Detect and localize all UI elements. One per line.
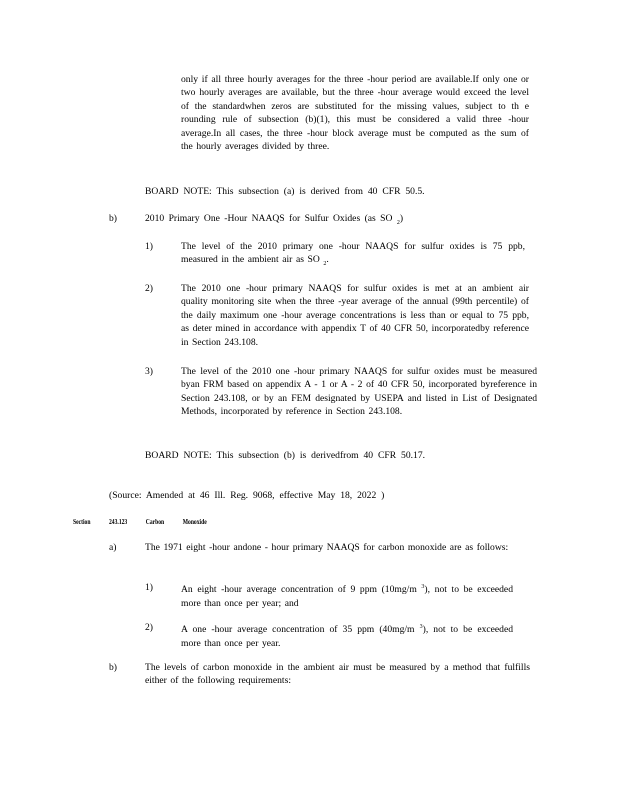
co-item-a2-end: ), not to be exceeded more than once per year. bbox=[181, 624, 513, 649]
co-item-a1-body: An eight -hour average concentration of 9 ppm (10mg/m bbox=[181, 584, 417, 596]
source-note: (Source: Amended at 46 Ill. Reg. 9068, effective May 18, 2022 ) bbox=[109, 490, 385, 501]
board-note-a: BOARD NOTE: This subsection (a) is derived from 40 CFR 50.5. bbox=[145, 186, 425, 197]
item-b3-label: 3) bbox=[145, 366, 153, 377]
subsection-a-continuation: only if all three hourly averages for the three -hour period are available.If only one or two hourly averages are available, but the three -hour average would exceed the level of the standardwhen zeros are substituted for the missing values, subject to th e rounding rule of subsection (b)(1), this must be considered a valid three -hour average.In all cases, the three -hour block average must be computed as the sum of the hourly averages divided by three. bbox=[181, 74, 529, 153]
board-note-b: BOARD NOTE: This subsection (b) is derivedfrom 40 CFR 50.17. bbox=[145, 450, 426, 461]
co-subsection-b-text: The levels of carbon monoxide in the ambient air must be measured by a method that fulfills either of the following requirements: bbox=[145, 662, 530, 687]
subsection-b-heading-subscript: 2 bbox=[396, 219, 400, 226]
item-b1-body: The level of the 2010 primary one -hour NAAQS for sulfur oxides is 75 ppb, measured in the ambient air as SO bbox=[181, 241, 525, 266]
co-item-a2-text bbox=[181, 621, 513, 650]
co-item-a1-text bbox=[181, 581, 513, 610]
co-item-a1-end: ), not to be exceeded more than once per year; and bbox=[181, 584, 513, 609]
co-item-a1-superscript: 3 bbox=[421, 584, 425, 590]
co-item-a1-label: 1) bbox=[145, 582, 153, 593]
co-subsection-a-text: The 1971 eight -hour andone - hour primary NAAQS for carbon monoxide are as follows: bbox=[145, 542, 509, 553]
subsection-b-heading-close: ) bbox=[399, 213, 404, 224]
item-b2-label: 2) bbox=[145, 283, 153, 294]
subsection-b-heading bbox=[145, 212, 403, 230]
co-item-a2-superscript: 3 bbox=[419, 624, 423, 630]
co-subsection-b-label: b) bbox=[109, 662, 117, 673]
item-b2-text: The 2010 one -hour primary NAAQS for sulfur oxides is met at an ambient air quality monitoring site when the three -year average of the annual (99th percentile) of the daily maximum one -hour average concentrations is less than or equal to 75 ppb, as deter mined in accordance with appendix T of 40 CFR 50, incorporatedby reference in Section 243.108. bbox=[181, 283, 529, 348]
item-b3-text: The level of the 2010 one -hour primary NAAQS for sulfur oxides must be measured byan FRM based on appendix A - 1 or A - 2 of 40 CFR 50, incorporated byreference in Section 243.108, or by an FEM designated by USEPA and listed in List of Designated Methods, incorporated by reference in Section 243.108. bbox=[181, 366, 537, 418]
item-b1-text bbox=[181, 240, 525, 272]
subsection-b-label: b) bbox=[109, 213, 117, 224]
co-item-a2-body: A one -hour average concentration of 35 ppm (40mg/m bbox=[181, 624, 415, 636]
subsection-b-heading-text: 2010 Primary One -Hour NAAQS for Sulfur Oxides (as SO bbox=[145, 213, 393, 224]
co-subsection-a-label: a) bbox=[109, 542, 117, 553]
item-b1-subscript: 2 bbox=[323, 261, 327, 268]
section-243-123-heading: Section 243.123 Carbon Monoxide bbox=[73, 518, 207, 526]
item-b1-end: . bbox=[326, 254, 329, 266]
co-item-a2-label: 2) bbox=[145, 622, 153, 633]
item-b1-label: 1) bbox=[145, 241, 153, 252]
